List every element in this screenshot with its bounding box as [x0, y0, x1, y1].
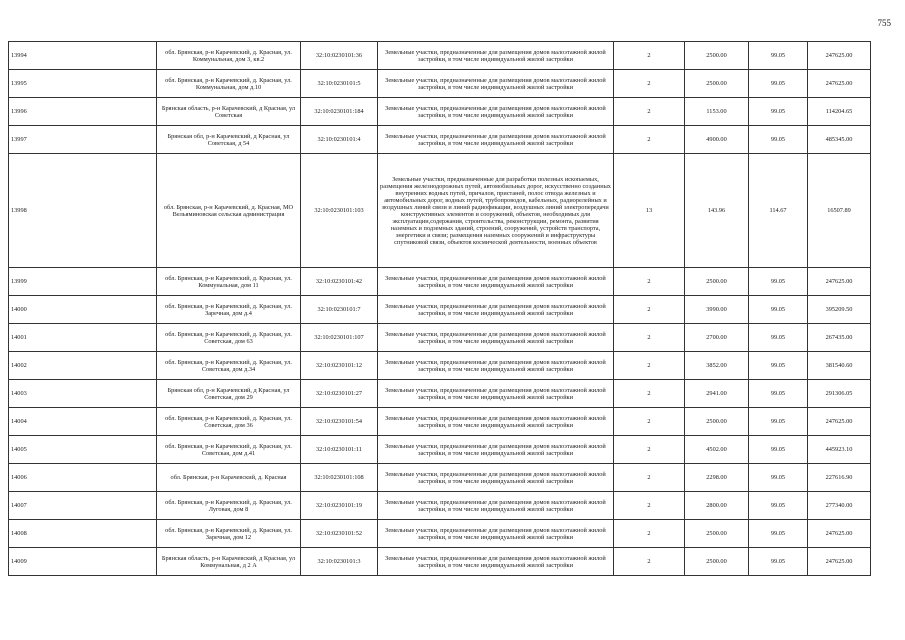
- address-cell: обл. Брянская, р-н Карачевский, д. Красная, ул. Советская, дом д.41: [157, 436, 301, 464]
- row-number: 14000: [9, 296, 157, 324]
- address-cell: Брянская обл, р-н Карачевский, д Красная, ул Советская, д 54: [157, 126, 301, 154]
- cadastral-number-cell: 32:10:0230101:103: [301, 154, 378, 268]
- cadastral-value-cell: 247625.00: [808, 520, 871, 548]
- cadastral-number-cell: 32:10:0230101:107: [301, 324, 378, 352]
- table-row: [9, 98, 871, 126]
- cadastral-value-cell: 395209.50: [808, 296, 871, 324]
- row-number: 14001: [9, 324, 157, 352]
- area-cell: 4502.00: [685, 436, 749, 464]
- cadastral-value-cell: 227616.90: [808, 464, 871, 492]
- cadastral-number-cell: 32:10:0230101:11: [301, 436, 378, 464]
- table-row: [9, 520, 871, 548]
- specific-value-cell: 99.05: [749, 296, 808, 324]
- row-number: 14004: [9, 408, 157, 436]
- address-cell: Брянская обл, р-н Карачевский, д Красная, ул Советская, дом 29: [157, 380, 301, 408]
- permitted-use-cell: Земельные участки, предназначенные для размещения домов малоэтажной жилой застройки, в том числе индивидуальной жилой застройки: [378, 98, 614, 126]
- page-number: 755: [877, 18, 891, 28]
- table-row: [9, 154, 871, 268]
- category-cell: 2: [614, 548, 685, 576]
- cadastral-value-cell: 247625.00: [808, 42, 871, 70]
- category-cell: 2: [614, 70, 685, 98]
- permitted-use-cell: Земельные участки, предназначенные для размещения домов малоэтажной жилой застройки, в том числе индивидуальной жилой застройки: [378, 436, 614, 464]
- area-cell: 143.96: [685, 154, 749, 268]
- permitted-use-cell: Земельные участки, предназначенные для размещения домов малоэтажной жилой застройки, в том числе индивидуальной жилой застройки: [378, 380, 614, 408]
- category-cell: 2: [614, 464, 685, 492]
- address-cell: обл. Брянская, р-н Карачевский, д. Красная, ул. Советская, дом 36: [157, 408, 301, 436]
- category-cell: 2: [614, 268, 685, 296]
- area-cell: 2500.00: [685, 408, 749, 436]
- table-row: [9, 492, 871, 520]
- specific-value-cell: 99.05: [749, 436, 808, 464]
- cadastral-value-cell: 277340.00: [808, 492, 871, 520]
- address-cell: обл. Брянская, р-н Карачевский, д. Красная, ул. Заречная, дом 12: [157, 520, 301, 548]
- address-cell: Брянская область, р-н Карачевский, д Красная, ул Советская: [157, 98, 301, 126]
- specific-value-cell: 114.67: [749, 154, 808, 268]
- cadastral-number-cell: 32:10:0230101:54: [301, 408, 378, 436]
- area-cell: 2500.00: [685, 42, 749, 70]
- permitted-use-cell: Земельные участки, предназначенные для размещения домов малоэтажной жилой застройки, в том числе индивидуальной жилой застройки: [378, 520, 614, 548]
- address-cell: обл. Брянская, р-н Карачевский, д. Красная, МО Вельяминовская сельская администрация: [157, 154, 301, 268]
- permitted-use-cell: Земельные участки, предназначенные для разработки полезных ископаемых, размещения железнодорожных путей, автомобильных дорог, искусственно созданных внутренних водных путей, причалов, пристаней, полос отвода железных и автомобильных дорог, водных путей, трубопроводов, кабельных, радиорелейных и воздушных линий связи и линий радиофикации, воздушных линий электропередачи конструктивных элементов и сооружений, объектов, необходимых для эксплуатации,содержания, строительства, реконструкции, ремонта, развития наземных и подземных зданий, строений, сооружений, устройств транспорта, энергетики и связи; размещения наземных сооружений и инфраструктуры спутниковой связи, объектов космической деятельности, военных объектов: [378, 154, 614, 268]
- table-row: [9, 42, 871, 70]
- cadastral-number-cell: 32:10:0230101:52: [301, 520, 378, 548]
- specific-value-cell: 99.05: [749, 98, 808, 126]
- specific-value-cell: 99.05: [749, 380, 808, 408]
- address-cell: обл. Брянская, р-н Карачевский, д. Красная, ул. Советская, дом 63: [157, 324, 301, 352]
- area-cell: 3852.00: [685, 352, 749, 380]
- specific-value-cell: 99.05: [749, 492, 808, 520]
- address-cell: Брянская область, р-н Карачевский, д Красная, ул Коммунальная, д 2 А: [157, 548, 301, 576]
- cadastral-value-cell: 267435.00: [808, 324, 871, 352]
- area-cell: 2500.00: [685, 268, 749, 296]
- row-number: 13998: [9, 154, 157, 268]
- cadastral-value-cell: 16507.89: [808, 154, 871, 268]
- cadastral-number-cell: 32:10:0230101:27: [301, 380, 378, 408]
- table-row: [9, 548, 871, 576]
- table-row: [9, 380, 871, 408]
- cadastral-number-cell: 32:10:0230101:3: [301, 548, 378, 576]
- row-number: 14005: [9, 436, 157, 464]
- permitted-use-cell: Земельные участки, предназначенные для размещения домов малоэтажной жилой застройки, в том числе индивидуальной жилой застройки: [378, 352, 614, 380]
- cadastral-value-cell: 485345.00: [808, 126, 871, 154]
- table-row: [9, 70, 871, 98]
- area-cell: 2941.00: [685, 380, 749, 408]
- area-cell: 4900.00: [685, 126, 749, 154]
- table-row: [9, 352, 871, 380]
- cadastral-number-cell: 32:10:0230101:36: [301, 42, 378, 70]
- address-cell: обл. Брянская, р-н Карачевский, д. Красная: [157, 464, 301, 492]
- specific-value-cell: 99.05: [749, 464, 808, 492]
- area-cell: 2500.00: [685, 548, 749, 576]
- area-cell: 3990.00: [685, 296, 749, 324]
- row-number: 13999: [9, 268, 157, 296]
- permitted-use-cell: Земельные участки, предназначенные для размещения домов малоэтажной жилой застройки, в том числе индивидуальной жилой застройки: [378, 464, 614, 492]
- specific-value-cell: 99.05: [749, 408, 808, 436]
- row-number: 14008: [9, 520, 157, 548]
- permitted-use-cell: Земельные участки, предназначенные для размещения домов малоэтажной жилой застройки, в том числе индивидуальной жилой застройки: [378, 70, 614, 98]
- specific-value-cell: 99.05: [749, 548, 808, 576]
- specific-value-cell: 99.05: [749, 520, 808, 548]
- cadastral-number-cell: 32:10:0230101:19: [301, 492, 378, 520]
- category-cell: 2: [614, 436, 685, 464]
- cadastral-number-cell: 32:10:0230101:42: [301, 268, 378, 296]
- permitted-use-cell: Земельные участки, предназначенные для размещения домов малоэтажной жилой застройки, в том числе индивидуальной жилой застройки: [378, 268, 614, 296]
- cadastral-number-cell: 32:10:0230101:12: [301, 352, 378, 380]
- row-number: 14002: [9, 352, 157, 380]
- area-cell: 1153.00: [685, 98, 749, 126]
- address-cell: обл. Брянская, р-н Карачевский, д. Красная, ул. Заречная, дом д.4: [157, 296, 301, 324]
- table-row: [9, 268, 871, 296]
- cadastral-value-cell: 247625.00: [808, 70, 871, 98]
- cadastral-number-cell: 32:10:0230101:7: [301, 296, 378, 324]
- cadastral-value-cell: 381540.60: [808, 352, 871, 380]
- permitted-use-cell: Земельные участки, предназначенные для размещения домов малоэтажной жилой застройки, в том числе индивидуальной жилой застройки: [378, 126, 614, 154]
- category-cell: 2: [614, 324, 685, 352]
- cadastral-value-cell: 247625.00: [808, 408, 871, 436]
- permitted-use-cell: Земельные участки, предназначенные для размещения домов малоэтажной жилой застройки, в том числе индивидуальной жилой застройки: [378, 324, 614, 352]
- permitted-use-cell: Земельные участки, предназначенные для размещения домов малоэтажной жилой застройки, в том числе индивидуальной жилой застройки: [378, 42, 614, 70]
- specific-value-cell: 99.05: [749, 268, 808, 296]
- category-cell: 2: [614, 98, 685, 126]
- permitted-use-cell: Земельные участки, предназначенные для размещения домов малоэтажной жилой застройки, в том числе индивидуальной жилой застройки: [378, 492, 614, 520]
- category-cell: 2: [614, 408, 685, 436]
- category-cell: 2: [614, 352, 685, 380]
- permitted-use-cell: Земельные участки, предназначенные для размещения домов малоэтажной жилой застройки, в том числе индивидуальной жилой застройки: [378, 408, 614, 436]
- row-number: 13996: [9, 98, 157, 126]
- specific-value-cell: 99.05: [749, 324, 808, 352]
- specific-value-cell: 99.05: [749, 70, 808, 98]
- cadastral-number-cell: 32:10:0230101:5: [301, 70, 378, 98]
- address-cell: обл. Брянская, р-н Карачевский, д. Красная, ул. Коммунальная, дом 11: [157, 268, 301, 296]
- cadastral-value-cell: 114204.65: [808, 98, 871, 126]
- area-cell: 2298.00: [685, 464, 749, 492]
- row-number: 13995: [9, 70, 157, 98]
- row-number: 14006: [9, 464, 157, 492]
- area-cell: 2500.00: [685, 70, 749, 98]
- category-cell: 13: [614, 154, 685, 268]
- table-row: [9, 408, 871, 436]
- category-cell: 2: [614, 380, 685, 408]
- category-cell: 2: [614, 296, 685, 324]
- permitted-use-cell: Земельные участки, предназначенные для размещения домов малоэтажной жилой застройки, в том числе индивидуальной жилой застройки: [378, 296, 614, 324]
- cadastral-number-cell: 32:10:0230101:108: [301, 464, 378, 492]
- table-row: [9, 436, 871, 464]
- cadastral-number-cell: 32:10:0230101:4: [301, 126, 378, 154]
- address-cell: обл. Брянская, р-н Карачевский, д. Красная, ул. Луговая, дом 8: [157, 492, 301, 520]
- address-cell: обл. Брянская, р-н Карачевский, д. Красная, ул. Советская, дом д.34: [157, 352, 301, 380]
- cadastral-value-cell: 445923.10: [808, 436, 871, 464]
- row-number: 14009: [9, 548, 157, 576]
- specific-value-cell: 99.05: [749, 42, 808, 70]
- category-cell: 2: [614, 126, 685, 154]
- category-cell: 2: [614, 42, 685, 70]
- row-number: 14007: [9, 492, 157, 520]
- row-number: 14003: [9, 380, 157, 408]
- cadastral-value-table: [8, 41, 871, 576]
- address-cell: обл. Брянская, р-н Карачевский, д. Красная, ул. Коммунальная, дом 3, кв.2: [157, 42, 301, 70]
- cadastral-value-cell: 247625.00: [808, 548, 871, 576]
- table-row: [9, 464, 871, 492]
- cadastral-number-cell: 32:10:0230101:184: [301, 98, 378, 126]
- category-cell: 2: [614, 492, 685, 520]
- address-cell: обл. Брянская, р-н Карачевский, д. Красная, ул. Коммунальная, дом д.10: [157, 70, 301, 98]
- table-row: [9, 324, 871, 352]
- area-cell: 2800.00: [685, 492, 749, 520]
- row-number: 13997: [9, 126, 157, 154]
- cadastral-value-cell: 247625.00: [808, 268, 871, 296]
- table-row: [9, 296, 871, 324]
- cadastral-value-cell: 291306.05: [808, 380, 871, 408]
- category-cell: 2: [614, 520, 685, 548]
- area-cell: 2500.00: [685, 520, 749, 548]
- area-cell: 2700.00: [685, 324, 749, 352]
- specific-value-cell: 99.05: [749, 352, 808, 380]
- specific-value-cell: 99.05: [749, 126, 808, 154]
- permitted-use-cell: Земельные участки, предназначенные для размещения домов малоэтажной жилой застройки, в том числе индивидуальной жилой застройки: [378, 548, 614, 576]
- table-row: [9, 126, 871, 154]
- row-number: 13994: [9, 42, 157, 70]
